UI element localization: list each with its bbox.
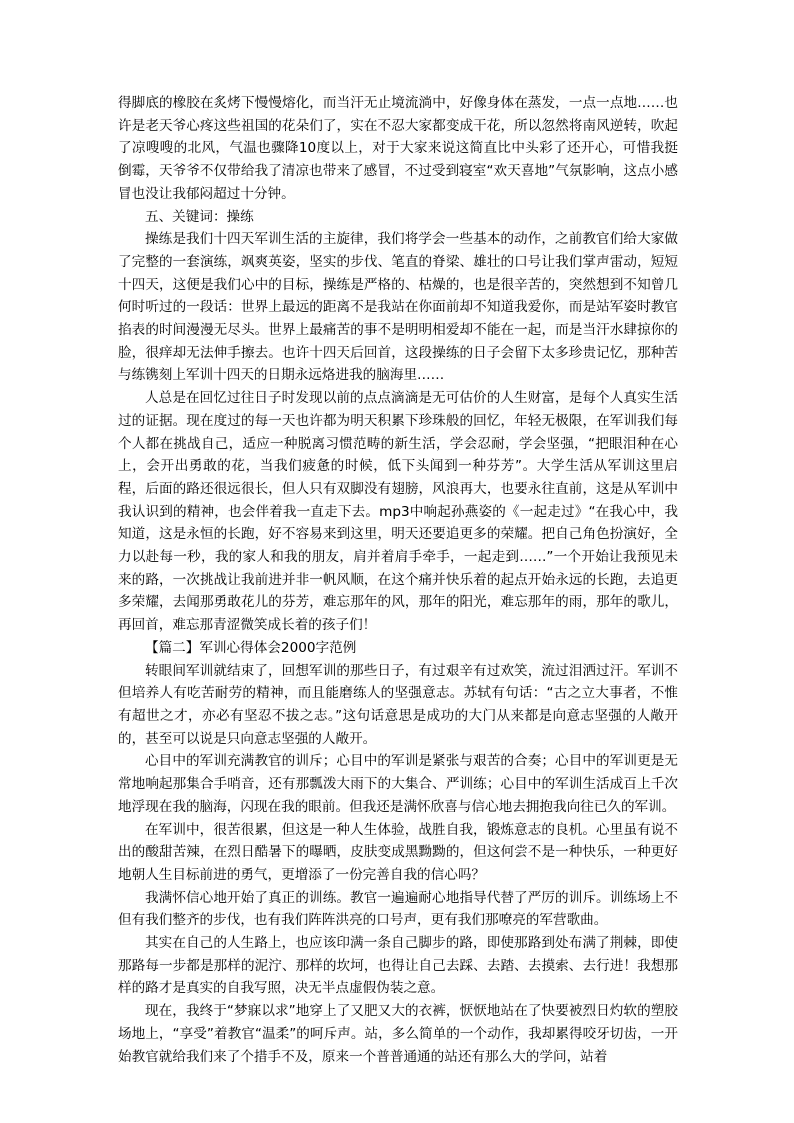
paragraph-memories: 人总是在回忆过往日子时发现以前的点点滴滴是无可估价的人生财富，是每个人真实生活过的证据。现在度过的每一天也许都为明天积累下珍珠般的回忆，年轻无极限，在军训我们每个人都在挑战自己，适应一种脱离习惯范畴的新生活，学会忍耐，学会坚强，“把眼泪种在心上，会开出勇敢的花，当我们疲惫的时候，低下头闻到一种芬芳”。大学生活从军训这里启程，后面的路还很远很长，但人只有双脚没有翅膀，风浪再大，也要永往直前，这是从军训中我认识到的精神，也会伴着我一直走下去。mp3中响起孙燕姿的《一起走过》“在我心中，我知道，这是永恒的长跑，好不容易来到这里，明天还要追更多的荣耀。把自己角色扮演好，全力以赴每一秒，我的家人和我的朋友，肩并着肩手牵手，一起走到……”一个开始让我预见未来的路，一次挑战让我前进并非一帆风顺，在这个痛并快乐着的起点开始永远的长跑，去追更多荣耀，去闻那勇敢花儿的芬芳，难忘那年的风，那年的阳光，难忘那年的雨，那年的歌儿，再回首，难忘那青涩微笑成长着的孩子们！: [118, 390, 678, 634]
paragraph-intro: 转眼间军训就结束了，回想军训的那些日子，有过艰辛有过欢笑，流过泪洒过汗。军训不但培养人有吃苦耐劳的精神，而且能磨练人的坚强意志。苏轼有句话：“古之立大事者，不惟有超世之才，亦必有坚忍不拔之志。”这句话意思是成功的大门从来都是向意志坚强的人敞开的，甚至可以说是只向意志坚强的人敞开。: [118, 662, 678, 747]
paragraph-training: 我满怀信心地开始了真正的训练。教官一遍遍耐心地指导代替了严厉的训斥。训练场上不但有我们整齐的步伐，也有我们阵阵洪亮的口号声，更有我们那嘹亮的军营歌曲。: [118, 889, 678, 929]
paragraph-continuation: 得脚底的橡胶在炙烤下慢慢熔化，而当汗无止境流淌中，好像身体在蒸发，一点一点地……也许是老天爷心疼这些祖国的花朵们了，实在不忍大家都变成干花，所以忽然将南风逆转，吹起了凉嗖嗖的北风，气温也骤降10度以上，对于大家来说这简直比中头彩了还开心，可惜我挺倒霉，天爷爷不仅带给我了清凉也带来了感冒，不过受到寝室“欢天喜地”气氛影响，这点小感冒也没让我郁闷超过十分钟。: [118, 95, 678, 202]
paragraph-life-path: 其实在自己的人生路上，也应该印满一条自己脚步的路，即使那路到处布满了荆棘，即使那路每一步都是那样的泥泞、那样的坎坷，也得让自己去踩、去踏、去摸索、去行进！我想那样的路才是真实的自我写照，决无半点虚假伪装之意。: [118, 935, 678, 997]
document-page: [118, 92, 678, 1068]
article-heading-part-two: 【篇二】军训心得体会2000字范例: [145, 639, 357, 656]
paragraph-hardship: 在军训中，很苦很累，但这是一种人生体验，战胜自我，锻炼意志的良机。心里虽有说不出的酸甜苦辣，在烈日酷暑下的曝晒，皮肤变成黑黝黝的，但这何尝不是一种快乐，一种更好地朝人生目标前进的勇气，更增添了一份完善自我的信心吗？: [118, 821, 678, 883]
paragraph-standing: 现在，我终于“梦寐以求”地穿上了又肥又大的衣裤，恹恹地站在了快要被烈日灼软的塑胶场地上，“享受”着教官“温柔”的呵斥声。站，多么简单的一个动作，我却累得咬牙切齿，一开始教官就给我们来了个措手不及，原来一个普普通通的站还有那么大的学问，站着: [118, 1003, 678, 1065]
paragraph-drill: 操练是我们十四天军训生活的主旋律，我们将学会一些基本的动作，之前教官们给大家做了完整的一套演练，飒爽英姿，坚实的步伐、笔直的脊梁、雄壮的口号让我们掌声雷动，短短十四天，这便是我们心中的目标，操练是严格的、枯燥的，也是很辛苦的，突然想到不知曾几何时听过的一段话：世界上最远的距离不是我站在你面前却不知道我爱你，而是站军姿时教官掐表的时间漫漫无尽头。世界上最痛苦的事不是明明相爱却不能在一起，而是当汗水肆掠你的脸，很痒却无法伸手擦去。也许十四天后回首，这段操练的日子会留下太多珍贵记忆，那种苦与练镌刻上军训十四天的日期永远烙进我的脑海里……: [118, 231, 678, 384]
paragraph-expectation: 心目中的军训充满教官的训斥；心目中的军训是紧张与艰苦的合奏；心目中的军训更是无常地响起那集合手哨音，还有那瓢泼大雨下的大集合、严训练；心目中的军训生活成百上千次地浮现在我的脑海，闪现在我的眼前。但我还是满怀欣喜与信心地去拥抱我向往已久的军训。: [118, 753, 678, 815]
section-heading-drill: 五、关键词：操练: [145, 208, 254, 225]
